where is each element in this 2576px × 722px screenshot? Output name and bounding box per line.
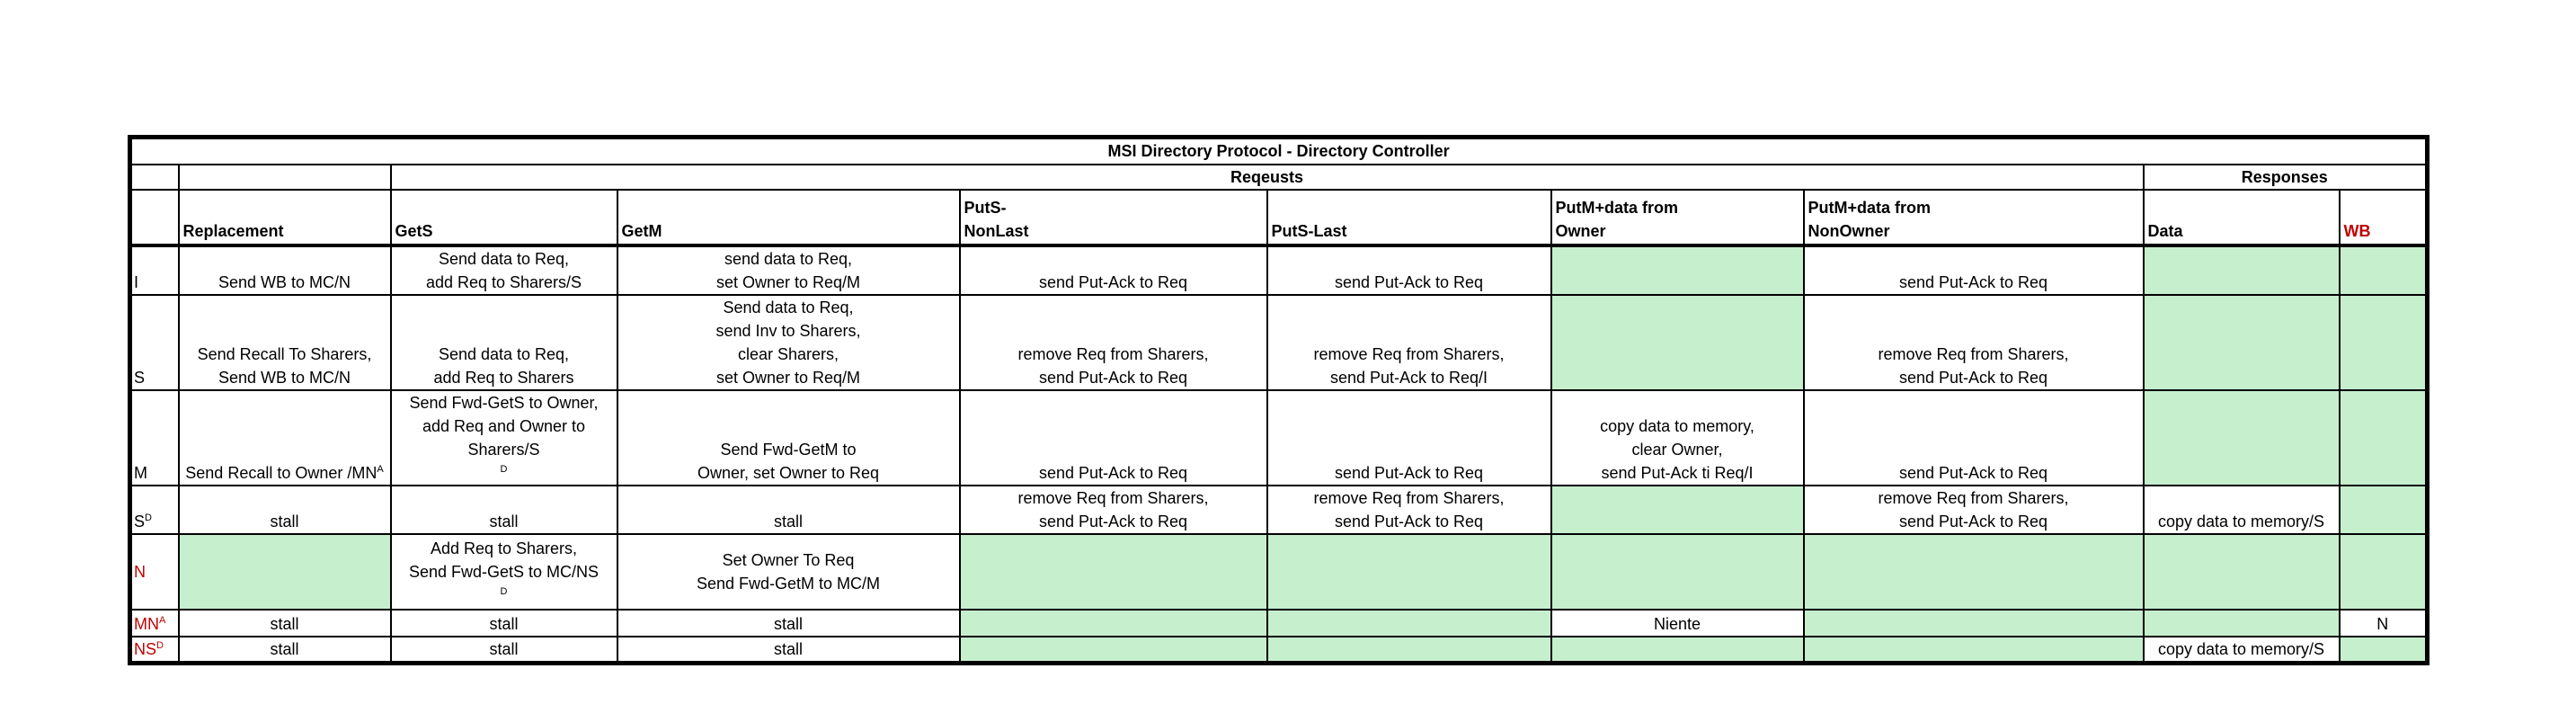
table-row [130,486,2428,534]
cell-data: copy data to memory/S [2144,486,2340,534]
cell-line: Send data to Req, [438,344,570,363]
requests-group-header: Reqeusts [391,165,2144,190]
cell-getm [617,245,960,295]
cell-getm: stall [617,610,960,637]
superscript: D [156,640,164,651]
cell-replacement [179,534,391,610]
empty-cell [179,165,391,190]
protocol-table-sheet [128,135,2425,665]
state-text: S [134,512,146,530]
cell-line: send Put-Ack to Req [1038,512,1188,530]
cell-wb: N [2340,610,2428,637]
col-header-wb: WB [2340,190,2428,245]
cell-line: Owner, set Owner to Req [697,463,880,482]
cell-puts-nonlast [960,486,1267,534]
state-text: NS [134,640,157,658]
state-label: N [130,534,179,610]
table-row [130,245,2428,295]
cell-getm: stall [617,637,960,664]
cell-line: send Inv to Sharers, [715,321,861,340]
cell-text: Send Fwd-GetS to MC/NS [408,562,600,581]
cell-line: set Owner to Req/M [715,368,861,387]
responses-group-header: Responses [2144,165,2428,190]
cell-gets [391,295,617,390]
cell-line [395,560,613,607]
cell-gets [391,534,617,610]
table-row [130,390,2428,486]
state-label: S [130,295,179,390]
cell-puts-nonlast: send Put-Ack to Req [960,390,1267,486]
cell-wb [2340,245,2428,295]
header-line: PutM+data from [1808,198,1932,217]
state-text: MN [134,614,159,633]
state-label [130,486,179,534]
cell-line: add Req to Sharers/S [425,272,582,291]
cell-line: Send Recall To Sharers, [197,344,372,363]
cell-puts-nonlast: send Put-Ack to Req [960,245,1267,295]
table-row [130,534,2428,610]
column-header-row [130,190,2428,245]
cell-replacement: stall [179,637,391,664]
header-line: PutS- [964,198,1007,217]
cell-line: send Put-Ack to Req [1334,512,1484,530]
empty-cell [130,165,179,190]
cell-line: send Put-Ack ti Req/I [1601,463,1754,482]
cell-putm-nonowner [1804,295,2144,390]
cell-data: copy data to memory/S [2144,637,2340,664]
state-label: M [130,390,179,486]
cell-putm-owner [1551,486,1804,534]
superscript: D [500,463,508,475]
cell-putm-nonowner: send Put-Ack to Req [1804,245,2144,295]
superscript: D [145,512,152,523]
cell-line: remove Req from Sharers, [1017,488,1209,507]
state-label: I [130,245,179,295]
cell-data [2144,610,2340,637]
cell-line: remove Req from Sharers, [1313,488,1505,507]
cell-putm-nonowner [1804,534,2144,610]
cell-puts-last [1267,486,1551,534]
cell-wb [2340,390,2428,486]
cell-gets: stall [391,610,617,637]
cell-line: set Owner to Req/M [715,272,861,291]
cell-line: send data to Req, [724,249,853,268]
cell-line: Send Fwd-GetM to MC/M [696,574,881,593]
cell-line: Send Fwd-GetM to [720,440,857,459]
cell-wb [2340,486,2428,534]
col-header-puts-last: PutS-Last [1267,190,1551,245]
cell-putm-owner [1551,637,1804,664]
cell-data [2144,390,2340,486]
cell-line: remove Req from Sharers, [1878,344,2069,363]
cell-putm-nonowner [1804,486,2144,534]
cell-puts-last [1267,295,1551,390]
cell-getm [617,534,960,610]
cell-getm [617,295,960,390]
cell-replacement [179,295,391,390]
title-row [130,138,2428,165]
superscript: D [500,585,508,597]
header-line: Owner [1555,221,1606,240]
col-header-getm: GetM [617,190,960,245]
cell-line: Add Req to Sharers, [430,539,578,557]
cell-puts-last [1267,610,1551,637]
table-row [130,637,2428,664]
cell-line: remove Req from Sharers, [1313,344,1505,363]
cell-line: Send WB to MC/N [218,368,351,387]
cell-replacement: stall [179,486,391,534]
cell-data [2144,295,2340,390]
table-title: MSI Directory Protocol - Directory Controller [130,138,2428,165]
cell-line: send Put-Ack to Req [1898,512,2048,530]
cell-wb [2340,637,2428,664]
cell-puts-last: send Put-Ack to Req [1267,245,1551,295]
cell-line: add Req and Owner to [422,416,586,435]
cell-line: Send Fwd-GetS to Owner, [409,393,599,412]
cell-line: Set Owner To Req [722,550,855,569]
col-header-data: Data [2144,190,2340,245]
col-header-replacement: Replacement [179,190,391,245]
cell-getm: stall [617,486,960,534]
cell-line: clear Owner, [1631,440,1723,459]
cell-line: clear Sharers, [737,344,839,363]
cell-puts-nonlast [960,534,1267,610]
cell-wb [2340,295,2428,390]
cell-line: add Req to Sharers [433,368,574,387]
cell-line: Send data to Req, [438,249,570,268]
cell-gets: stall [391,486,617,534]
superscript: A [377,463,384,475]
cell-wb [2340,534,2428,610]
state-label [130,637,179,664]
state-label [130,610,179,637]
cell-puts-last [1267,637,1551,664]
cell-puts-last: send Put-Ack to Req [1267,390,1551,486]
header-line: PutM+data from [1555,198,1679,217]
cell-puts-nonlast [960,610,1267,637]
cell-puts-nonlast [960,295,1267,390]
cell-gets [391,245,617,295]
cell-text: Send Recall to Owner /MN [185,463,378,482]
cell-replacement [179,390,391,486]
cell-line: remove Req from Sharers, [1878,488,2069,507]
cell-puts-last [1267,534,1551,610]
table-row [130,295,2428,390]
cell-replacement: stall [179,610,391,637]
cell-replacement: Send WB to MC/N [179,245,391,295]
cell-line: send Put-Ack to Req/I [1329,368,1488,387]
col-header-putm-owner [1551,190,1804,245]
table-row [130,610,2428,637]
col-header-putm-nonowner [1804,190,2144,245]
cell-putm-owner: Niente [1551,610,1804,637]
col-header-puts-nonlast [960,190,1267,245]
cell-gets: stall [391,637,617,664]
cell-puts-nonlast [960,637,1267,664]
cell-line [395,438,613,485]
header-line: NonLast [964,221,1029,240]
cell-line: send Put-Ack to Req [1038,368,1188,387]
cell-putm-owner [1551,390,1804,486]
cell-data [2144,534,2340,610]
protocol-table [128,135,2429,665]
cell-putm-owner [1551,534,1804,610]
group-header-row [130,165,2428,190]
cell-putm-nonowner [1804,637,2144,664]
col-header-gets: GetS [391,190,617,245]
cell-putm-nonowner: send Put-Ack to Req [1804,390,2144,486]
cell-text: Sharers/S [467,440,540,459]
cell-line: remove Req from Sharers, [1017,344,1209,363]
cell-putm-nonowner [1804,610,2144,637]
cell-line: copy data to memory, [1600,416,1754,435]
cell-gets [391,390,617,486]
superscript: A [159,614,166,626]
cell-putm-owner [1551,245,1804,295]
cell-putm-owner [1551,295,1804,390]
cell-line: Send data to Req, [723,298,854,316]
state-column-header [130,190,179,245]
cell-getm [617,390,960,486]
cell-data [2144,245,2340,295]
header-line: NonOwner [1808,221,1890,240]
cell-line: send Put-Ack to Req [1898,368,2048,387]
